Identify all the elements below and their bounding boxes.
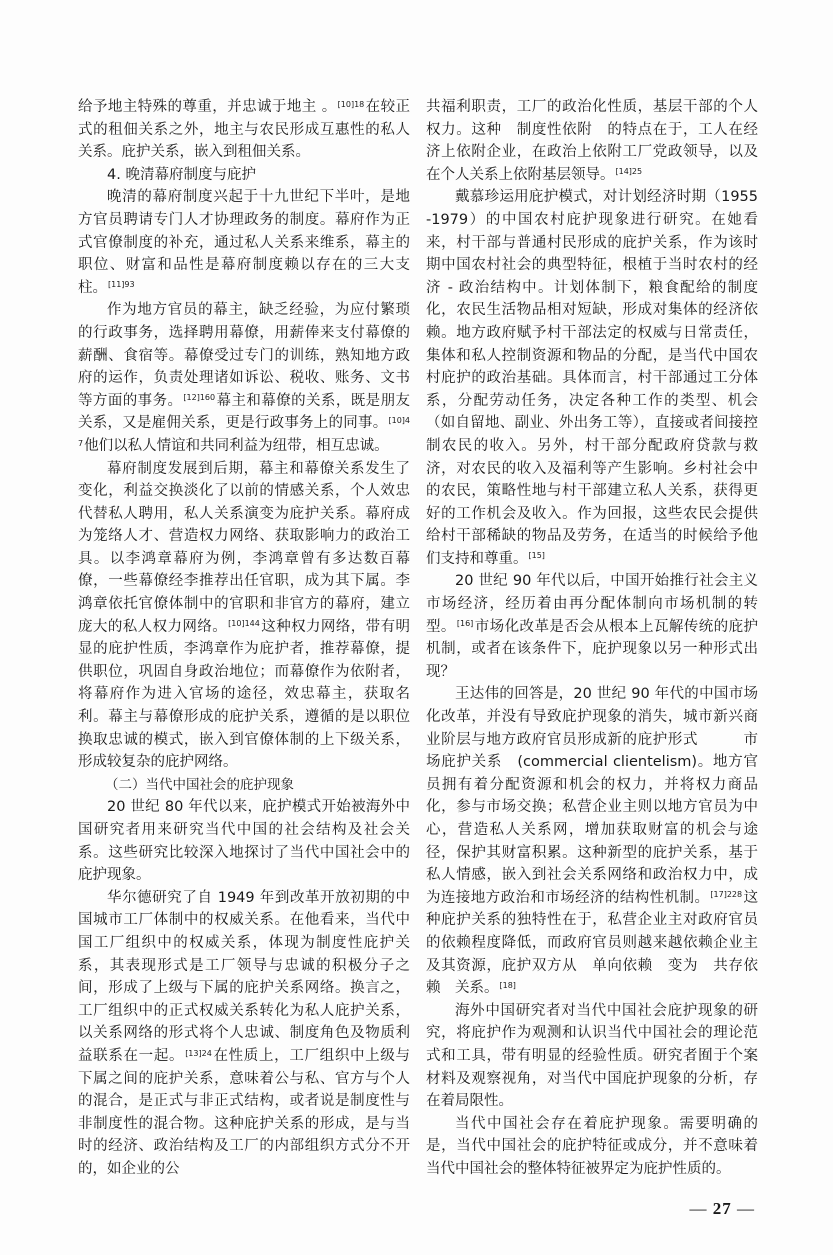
paragraph: 20 世纪 80 年代以来，庇护模式开始被海外中国研究者用来研究当代中国的社会结构及社会关系。这些研究比较深入地探讨了当代中国社会中的庇护现象。 xyxy=(78,799,410,884)
citation: [14]25 xyxy=(615,167,643,177)
citation: [13]24 xyxy=(185,1048,212,1058)
page-number xyxy=(690,1199,756,1219)
citation: [10]47 xyxy=(78,415,410,448)
dash-left: — xyxy=(689,1198,708,1218)
paragraph: 戴慕珍运用庇护模式，对计划经济时期（1955-1979）的中国农村庇护现象进行研究。在她看来，村干部与普通村民形成的庇护关系，作为该时期中国农村社会的典型特征，根植于当时农村的经济 - 政治结构中。计划体制下，粮食配给的制度化，农民生活物品相对短缺，形成对集体的经济依赖。地方政府赋予村干部法定的权威与日常责任，集体和私人控制资源和物品的分配，是当代中国农村庇护的政治基础。具体而言，村干部通过工分体系，分配劳动任务，决定各种工作的类型、机会（如自留地、副业、外出务工等），直接或者间接控制农民的收入。另外，村干部分配政府贷款与救济，对农民的收入及福利等产生影响。乡村社会中的农民，策略性地与村干部建立私人关系，获得更好的工作机会及收入。作为回报，这些农民会提供给村干部稀缺的物品及劳务，在适当的时候给予他们支持和尊重。[15] xyxy=(426,189,758,567)
paragraph: 华尔德研究了自 1949 年到改革开放初期的中国城市工厂体制中的权威关系。在他看来，当代中国工厂组织中的权威关系，体现为制度性庇护关系，其表现形式是工厂领导与忠诚的积极分子之间，形成了上级与下属的庇护关系网络。换言之，工厂组织中的正式权威关系转化为私人庇护关系，以关系网络的形式将个人忠诚、制度角色及物质利益联系在一起。$^{[13]24}$在性质上，工厂组织中上级与下属之间的庇护关系，意味着公与私、官方与个人的混合，是正式与非正式结构，或者说是制度性与非制度性的混合物。这种庇护关系的形成，是与当时的经济、政治结构及工厂的内部组织方式分不开的，如企业的公 xyxy=(78,889,410,1177)
dash-right: — xyxy=(737,1198,755,1218)
section-heading: 4. 晚清幕府制度与庇护 xyxy=(107,166,256,183)
paragraph: 作为地方官员的幕主，缺乏经验，为应付繁琐的行政事务，选择聘用幕僚，用薪俸来支付幕僚的薪酬、食宿等。幕僚受过专门的训练，熟知地方政府的运作，负责处理诸如诉讼、税收、账务、文书等方面的事务。$^{[12]160}$幕主和幕僚的关系，既是朋友关系，又是雇佣关系，更是行政事务上的同事。$^{[10]47}$他们以私人情谊和共同利益为纽带，相互忠诚。 xyxy=(78,302,411,454)
citation: [12]160 xyxy=(183,393,216,403)
page-number-value: 27 xyxy=(712,1198,732,1218)
paragraph: 晚清的幕府制度兴起于十九世纪下半叶，是地方官员聘请专门人才协理政务的制度。幕府作为正式官僚制度的补充，通过私人关系来维系，幕主的职位、财富和品性是幕府制度赖以存在的三大支柱。$^{[11]93}$ xyxy=(78,189,410,296)
paragraph: 当代中国社会存在着庇护现象。需要明确的是，当代中国社会的庇护特征或成分，并不意味着当代中国社会的整体特征被界定为庇护性质的。 xyxy=(426,1115,758,1177)
citation: [10]18 xyxy=(337,99,365,109)
left-column xyxy=(78,96,410,1181)
citation: [10]144 xyxy=(228,619,260,629)
citation: [18] xyxy=(499,980,516,990)
subsection-heading: （二）当代中国社会的庇护现象 xyxy=(105,776,294,793)
right-column xyxy=(426,96,758,1181)
paragraph: 幕府制度发展到后期，幕主和幕僚关系发生了变化，利益交换淡化了以前的情感关系，个人效忠代替私人聘用，私人关系演变为庇护关系。幕府成为笼络人才、营造权力网络、获取影响力的政治工具。以李鸿章幕府为例，李鸿章曾有多达数百幕僚，一些幕僚经李推荐出任官职，成为其下属。李鸿章依托官僚体制中的官职和非官方的幕府，建立庞大的私人权力网络。$^{[10]144}$这种权力网络，带有明显的庇护性质，李鸿章作为庇护者，推荐幕僚，提供职位，巩固自身政治地位；而幕僚作为依附者，将幕府作为进入官场的途径，效忠幕主，获取名利。幕主与幕僚形成的庇护关系，遵循的是以职位换取忠诚的模式，嵌入到官僚体制的上下级关系，形成较复杂的庇护网络。 xyxy=(78,460,411,771)
paragraph: 共福利职责，工厂的政治化性质，基层干部的个人权力。这种 制度性依附 的特点在于，工人在经济上依附企业，在政治上依附工厂党政领导，以及在个人关系上依附基层领导。$^{[14]25}$ xyxy=(426,99,758,183)
paragraph: 给予地主特殊的尊重，并忠诚于地主 。$^{[10]18}$在较正式的租佃关系之外，地主与农民形成互惠性的私人关系。庇护关系，嵌入到租佃关系。 xyxy=(78,99,411,161)
page-footer xyxy=(0,1195,833,1255)
paragraph: 20 世纪 90 年代以后，中国开始推行社会主义市场经济，经历着由再分配体制向市场机制的转型。[16]市场化改革是否会从根本上瓦解传统的庇护机制，或者在该条件下，庇护现象以另一种形式出现？ xyxy=(426,573,759,680)
paragraph: 海外中国研究者对当代中国社会庇护现象的研究，将庇护作为观测和认识当代中国社会的理论范式和工具，带有明显的经验性质。研究者囿于个案材料及观察视角，对当代中国庇护现象的分析，存在着局限性。 xyxy=(426,1002,758,1110)
citation: [11]93 xyxy=(108,280,135,290)
citation: [16] xyxy=(456,619,474,629)
citation: [15] xyxy=(528,551,545,561)
paragraph: 王达伟的回答是，20 世纪 90 年代的中国市场化改革，并没有导致庇护现象的消失，城市新兴商业阶层与地方政府官员形成新的庇护形式 市场庇护关系 (commercial clientelism)。地方官员拥有着分配资源和机会的权力，并将权力商品化，参与市场交换；私营企业主则以地方官员为中心，营造私人关系网，增加获取财富的机会与途径，保护其财富积累。这种新型的庇护关系，基于私人情感，嵌入到社会关系网络和政治权力中，成为连接地方政治和市场经济的结构性机制。$^{[17]228}$这种庇护关系的独特性在于，私营企业主对政府官员的依赖程度降低，而政府官员则越来越依赖企业主及其资源，庇护双方从 单向依赖 变为 共存依赖 关系。[18] xyxy=(426,686,759,997)
citation: [17]228 xyxy=(710,890,743,900)
